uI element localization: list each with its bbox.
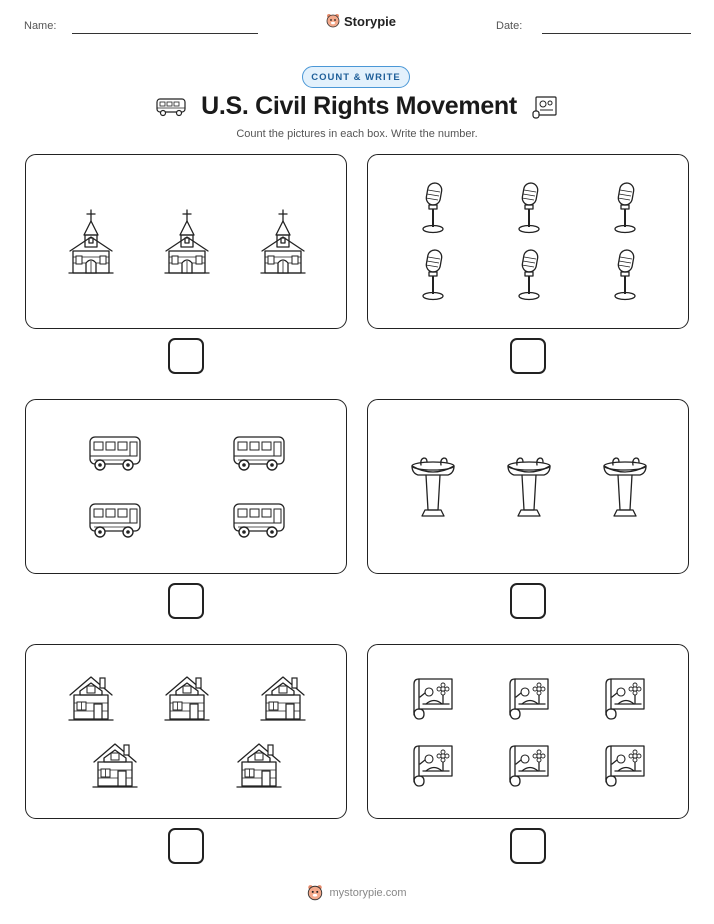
instructions: Count the pictures in each box. Write the number. — [236, 128, 478, 140]
house-icon — [260, 673, 306, 728]
brand-name: Storypie — [344, 13, 397, 29]
storypie-mascot-icon — [307, 884, 323, 902]
house-icon — [92, 740, 138, 795]
date-label: Date: — [496, 20, 523, 32]
bus-icon — [232, 501, 286, 544]
microphone-icon — [612, 181, 638, 240]
scroll-icon — [410, 675, 456, 726]
church-icon — [259, 209, 307, 280]
water-fountain-icon — [504, 456, 554, 523]
microphone-icon — [516, 181, 542, 240]
church-icon — [67, 209, 115, 280]
water-fountain-icon — [408, 456, 458, 523]
scroll-icon — [506, 675, 552, 726]
microphone-icon — [612, 248, 638, 307]
answer-box-houses[interactable] — [168, 828, 204, 864]
bus-icon — [155, 96, 187, 118]
scroll-icon — [506, 742, 552, 793]
date-line[interactable] — [542, 33, 691, 34]
scroll-icon — [410, 742, 456, 793]
microphone-icon — [420, 248, 446, 307]
storypie-mascot-icon — [326, 13, 340, 29]
count-box-buses — [25, 399, 347, 574]
house-icon — [68, 673, 114, 728]
page-title: U.S. Civil Rights Movement — [201, 92, 517, 120]
microphone-icon — [516, 248, 542, 307]
activity-badge: COUNT & WRITE — [302, 66, 410, 88]
footer — [0, 884, 714, 902]
water-fountain-icon — [600, 456, 650, 523]
answer-box-scrolls[interactable] — [510, 828, 546, 864]
count-box-houses — [25, 644, 347, 819]
house-icon — [236, 740, 282, 795]
footer-url: mystorypie.com — [329, 887, 407, 899]
bus-icon — [232, 434, 286, 477]
answer-box-buses[interactable] — [168, 583, 204, 619]
name-label: Name: — [24, 20, 57, 32]
answer-box-churches[interactable] — [168, 338, 204, 374]
name-line[interactable] — [72, 33, 258, 34]
answer-box-fountains[interactable] — [510, 583, 546, 619]
bus-icon — [88, 434, 142, 477]
microphone-icon — [420, 181, 446, 240]
brand — [326, 13, 396, 29]
bus-icon — [88, 501, 142, 544]
scroll-icon — [602, 675, 648, 726]
church-icon — [163, 209, 211, 280]
answer-box-microphones[interactable] — [510, 338, 546, 374]
title-row — [0, 92, 714, 121]
scroll-icon — [602, 742, 648, 793]
house-icon — [164, 673, 210, 728]
scroll-icon — [531, 94, 559, 120]
